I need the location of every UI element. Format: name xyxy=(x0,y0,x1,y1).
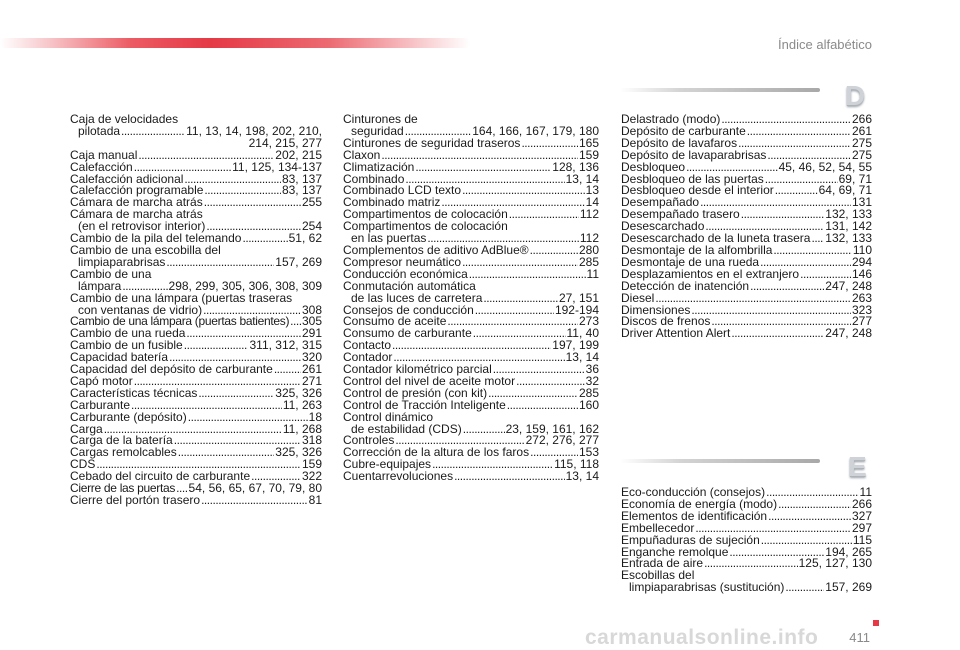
index-entry-pages: 125, 127, 130 xyxy=(798,556,872,571)
index-entry-pages: 255 xyxy=(301,195,322,210)
index-entry-label: Dimensiones xyxy=(621,302,691,317)
index-entry-label: Cambio de una rueda xyxy=(70,326,186,341)
index-entry-label: lámpara xyxy=(78,278,122,293)
index-entry-pages: 54, 56, 65, 67, 70, 79, 80 xyxy=(188,481,322,496)
dot-leader xyxy=(290,316,301,328)
dot-leader xyxy=(198,388,274,400)
index-entry-label: Elementos de identificación xyxy=(621,508,768,523)
index-entry-pages: 318 xyxy=(301,433,322,448)
index-entry-label: Corrección de la altura de los faros xyxy=(343,445,530,460)
index-entry-row xyxy=(621,328,872,340)
index-entry-label: Cargas remolcables xyxy=(70,445,177,460)
index-entry-pages: 36 xyxy=(585,362,599,377)
index-entry-label: Conducción económica xyxy=(343,266,468,281)
index-entry-pages: 132, 133 xyxy=(825,207,872,222)
dot-leader xyxy=(415,162,551,174)
index-entry-pages: 202, 215 xyxy=(275,147,322,162)
index-entry-label: Desescarchado xyxy=(621,219,705,234)
index-entry xyxy=(70,209,322,233)
index-entry-label: Calefacción programable xyxy=(70,183,204,198)
index-entry-pages: 159 xyxy=(301,457,322,472)
index-entry-label: Complementos de aditivo AdBlue® xyxy=(343,242,529,257)
index-column-c2 xyxy=(343,114,599,483)
index-entry-label: Controles xyxy=(343,433,395,448)
dot-leader xyxy=(747,126,851,138)
index-entry-pages: 45, 46, 52, 54, 55 xyxy=(778,159,872,174)
index-entry-pages: 192-194 xyxy=(554,302,599,317)
index-entry-pages: 23, 159, 161, 162 xyxy=(505,421,599,436)
index-entry-pages: 327 xyxy=(851,508,872,523)
dot-leader xyxy=(166,257,274,269)
index-entry-pages: 14 xyxy=(585,195,599,210)
index-entry-row xyxy=(70,495,322,507)
index-entry-label: Driver Attention Alert xyxy=(621,326,731,341)
dot-leader xyxy=(242,233,287,245)
index-entry-label: Combinado matriz xyxy=(343,195,441,210)
index-entry-pages: 164, 166, 167, 179, 180 xyxy=(472,123,599,138)
index-entry-label: Economía de energía (modo) xyxy=(621,496,778,511)
index-entry-heading: Cambio de una escobilla del xyxy=(70,242,221,257)
page-marker-icon xyxy=(873,620,879,626)
index-entry-pages: 112 xyxy=(579,207,599,222)
index-entry-label: Calefacción adicional xyxy=(70,171,184,186)
index-entry-pages: 261 xyxy=(301,362,322,377)
index-entry-heading: Cambio de una xyxy=(70,266,152,281)
dot-leader xyxy=(274,364,301,376)
index-entry-pages: 294 xyxy=(851,254,872,269)
index-entry-label: de estabilidad (CDS) xyxy=(351,421,462,436)
index-entry-pages: 157, 269 xyxy=(275,254,322,269)
index-entry-label: Contador xyxy=(343,350,393,365)
watermark: carmanualsonline.info xyxy=(585,626,819,649)
index-entry-pages: 325, 326 xyxy=(275,385,322,400)
index-entry-pages: 51, 62 xyxy=(288,231,322,246)
index-entry-pages: 131, 142 xyxy=(825,219,872,234)
index-entry-label: Desbloqueo xyxy=(621,159,686,174)
dot-leader xyxy=(516,376,585,388)
index-entry-heading: Compartimentos de colocación xyxy=(343,219,508,234)
index-entry-pages: 13, 14 xyxy=(565,350,599,365)
index-column-c1 xyxy=(70,114,322,507)
index-entry-pages: 64, 69, 71 xyxy=(818,183,872,198)
index-entry xyxy=(343,278,599,305)
index-entry-label: Control de Tracción Inteligente xyxy=(343,397,506,412)
dot-leader xyxy=(773,245,851,257)
index-entry-label: Compresor neumático xyxy=(343,254,462,269)
page-number: 411 xyxy=(849,630,870,645)
index-entry-pages: 247, 248 xyxy=(825,326,872,341)
index-entry-label: Capacidad batería xyxy=(70,350,169,365)
index-entry-label: limpiaparabrisas (sustitución) xyxy=(629,580,785,595)
dot-leader xyxy=(463,424,505,436)
index-entry-label: Desmontaje de la alfombrilla xyxy=(621,242,773,257)
section-e-divider xyxy=(620,459,820,463)
index-entry-label: con ventanas de vidrio) xyxy=(78,302,203,317)
index-entry-label: Desempañado xyxy=(621,195,700,210)
index-entry-pages: 322 xyxy=(301,469,322,484)
index-entry-label: de las luces de carretera xyxy=(351,290,483,305)
index-entry-heading: Cinturones de xyxy=(343,112,418,126)
index-entry-pages: 11 xyxy=(586,266,599,281)
dot-leader xyxy=(475,305,554,317)
index-entry-pages: 11 xyxy=(859,485,872,499)
index-entry-heading: Cambio de una lámpara (puertas traseras xyxy=(70,290,293,305)
index-entry-label: Carburante (depósito) xyxy=(70,409,187,424)
index-entry-pages: 83, 137 xyxy=(281,171,322,186)
index-entry-pages: 160 xyxy=(578,397,599,412)
index-entry-pages: 266 xyxy=(851,112,872,126)
index-entry-heading: Escobillas del xyxy=(621,568,695,583)
index-entry-row xyxy=(621,582,872,594)
index-entry-pages: 81 xyxy=(308,493,322,507)
index-entry xyxy=(343,135,599,150)
index-entry-label: Compartimentos de colocación xyxy=(343,207,508,222)
index-entry-label: Consejos de conducción xyxy=(343,302,474,317)
dot-leader xyxy=(766,487,858,499)
index-entry-pages: 13 xyxy=(585,183,599,198)
index-entry-pages-continued: 214, 215, 277 xyxy=(248,135,322,150)
dot-leader xyxy=(121,126,185,138)
index-entry-label: Cámara de marcha atrás xyxy=(70,195,203,210)
index-entry-pages: 159 xyxy=(578,147,599,162)
index-entry-pages: 311, 312, 315 xyxy=(249,338,322,353)
index-entry-pages: 83, 137 xyxy=(281,183,322,198)
index-entry-pages: 18 xyxy=(308,409,322,424)
dot-leader xyxy=(775,185,818,197)
index-entry-label: Combinado LCD texto xyxy=(343,183,462,198)
dot-leader xyxy=(509,209,579,221)
index-entry-label: Control de presión (con kit) xyxy=(343,385,488,400)
index-entry-pages: 280 xyxy=(578,242,599,257)
index-entry-pages: 11, 13, 14, 198, 202, 210, xyxy=(186,123,322,138)
index-entry-pages: 165 xyxy=(578,135,599,150)
index-entry-label: limpiaparabrisas xyxy=(78,254,166,269)
index-entry-label: Combinado xyxy=(343,171,405,186)
index-entry-label: Desempañado trasero xyxy=(621,207,740,222)
index-entry-label: Desbloqueo desde el interior xyxy=(621,183,774,198)
dot-leader xyxy=(704,558,798,570)
index-entry-label: Cierre del portón trasero xyxy=(70,493,201,507)
dot-leader xyxy=(454,471,565,483)
index-entry-pages: 153 xyxy=(578,445,599,460)
section-letter-e: E xyxy=(848,451,867,482)
index-entry xyxy=(343,114,599,138)
index-entry-label: Cambio de una lámpara (puertas batientes) xyxy=(70,314,290,329)
index-entry-label: Cambio de un fusible xyxy=(70,338,183,353)
index-entry-row xyxy=(343,471,599,483)
dot-leader xyxy=(184,340,249,352)
index-entry-heading: Control dinámico xyxy=(343,409,434,424)
index-entry-pages: 297 xyxy=(851,520,872,535)
index-entry xyxy=(70,447,322,459)
index-entry-pages: 263 xyxy=(851,290,872,305)
header-accent-bar xyxy=(0,38,470,48)
index-entry-label: Características técnicas xyxy=(70,385,198,400)
index-entry-pages: 308 xyxy=(301,302,322,317)
index-entry-label: Caja manual xyxy=(70,147,138,162)
index-entry-pages: 69, 71 xyxy=(838,171,872,186)
index-entry-label: Entrada de aire xyxy=(621,556,704,571)
index-entry-pages: 11, 268 xyxy=(282,421,322,436)
index-entry-label: Cierre de las puertas xyxy=(70,481,176,496)
dot-leader xyxy=(811,233,824,245)
dot-leader xyxy=(201,495,308,507)
index-entry-pages: 291 xyxy=(301,326,322,341)
index-entry xyxy=(621,278,872,293)
dot-leader xyxy=(483,293,558,305)
index-entry-label: Cinturones de seguridad traseros xyxy=(343,135,521,150)
index-entry-row xyxy=(621,278,872,293)
index-entry-label: Depósito de carburante xyxy=(621,123,746,138)
index-entry-label: Eco-conducción (consejos) xyxy=(621,485,766,499)
dot-leader xyxy=(750,281,824,293)
index-entry-label: Cuentarrevoluciones xyxy=(343,469,454,484)
index-entry-pages: 110 xyxy=(852,242,872,257)
index-entry xyxy=(343,221,599,245)
index-entry-heading: Caja de velocidades xyxy=(70,112,179,126)
index-entry xyxy=(343,409,599,436)
index-entry-pages: 11, 263 xyxy=(282,397,322,412)
dot-leader xyxy=(530,245,578,257)
dot-leader xyxy=(741,209,825,221)
dot-leader xyxy=(691,305,851,317)
index-entry-pages: 305 xyxy=(301,314,322,329)
index-entry-pages: 132, 133 xyxy=(825,231,872,246)
dot-leader xyxy=(521,138,578,150)
dot-leader xyxy=(731,328,824,340)
index-entry-pages: 115, 118 xyxy=(554,457,599,472)
index-entry-label: Depósito de lavaparabrisas xyxy=(621,147,767,162)
index-entry xyxy=(70,114,322,150)
index-entry-label: Empuñaduras de sujeción xyxy=(621,532,760,547)
index-entry-label: Claxon xyxy=(343,147,381,162)
index-entry-pages: 254 xyxy=(301,219,322,234)
index-entry-label: Consumo de aceite xyxy=(343,314,447,329)
index-entry-label: Cubre-equipajes xyxy=(343,457,432,472)
index-entry-pages: 13, 14 xyxy=(565,171,599,186)
index-column-d xyxy=(621,114,872,340)
index-entry-pages: 115 xyxy=(852,532,872,547)
index-column-e xyxy=(621,487,872,594)
index-entry xyxy=(621,570,872,594)
index-entry-pages: 146 xyxy=(851,266,872,281)
index-entry-label: Consumo de carburante xyxy=(343,326,472,341)
index-entry-label: Cebado del circuito de carburante xyxy=(70,469,251,484)
index-entry xyxy=(70,266,322,293)
index-entry-pages: 11, 40 xyxy=(566,326,599,341)
index-entry-pages: 32 xyxy=(585,373,599,388)
index-entry-label: Climatización xyxy=(343,159,415,174)
index-entry-pages: 277 xyxy=(851,314,872,329)
index-entry-label: Desplazamientos en el extranjero xyxy=(621,266,800,281)
index-entry-label: seguridad xyxy=(351,123,404,138)
index-entry-pages: 298, 299, 305, 306, 308, 309 xyxy=(168,278,322,293)
dot-leader xyxy=(392,340,551,352)
index-entry-pages: 247, 248 xyxy=(825,278,872,293)
index-entry-label: CDS xyxy=(70,457,96,472)
dot-leader xyxy=(204,185,281,197)
index-entry xyxy=(70,495,322,507)
index-entry-label: Carga xyxy=(70,421,103,436)
index-entry-pages: 194, 265 xyxy=(825,544,872,559)
index-entry-pages: 323 xyxy=(851,302,872,317)
index-entry-pages: 131 xyxy=(851,195,872,210)
index-entry-label: pilotada xyxy=(78,123,121,138)
index-entry-pages: 27, 151 xyxy=(558,290,599,305)
index-entry-row xyxy=(343,135,599,150)
dot-leader xyxy=(778,499,851,511)
dot-leader xyxy=(469,269,586,281)
index-entry-heading: Conmutación automática xyxy=(343,278,476,293)
index-entry-label: Desescarchado de la luneta trasera xyxy=(621,231,811,246)
index-entry-pages: 112 xyxy=(579,231,599,246)
index-entry-label: Control del nivel de aceite motor xyxy=(343,373,516,388)
dot-leader xyxy=(768,511,851,523)
index-entry-pages: 320 xyxy=(301,350,322,365)
index-entry xyxy=(343,471,599,483)
dot-leader xyxy=(204,197,301,209)
index-entry-pages: 261 xyxy=(851,123,872,138)
index-entry-heading: Cámara de marcha atrás xyxy=(70,207,203,222)
section-d-divider xyxy=(620,88,820,92)
index-entry-label: Cambio de la pila del telemando xyxy=(70,231,242,246)
index-entry-pages: 271 xyxy=(301,373,322,388)
index-entry-label: Carburante xyxy=(70,397,131,412)
dot-leader xyxy=(507,400,578,412)
index-entry xyxy=(70,290,322,317)
index-entry-label: Discos de frenos xyxy=(621,314,711,329)
index-entry-pages: 197, 199 xyxy=(552,338,599,353)
dot-leader xyxy=(462,257,578,269)
index-entry-pages: 272, 276, 277 xyxy=(525,433,599,448)
index-entry-label: Desbloqueo de las puertas xyxy=(621,171,764,186)
index-entry-label: Enganche remolque xyxy=(621,544,729,559)
index-entry-label: Capacidad del depósito de carburante xyxy=(70,362,273,377)
dot-leader xyxy=(462,185,585,197)
index-entry-pages: 11, 125, 134-137 xyxy=(232,159,322,174)
index-entry-label: en las puertas xyxy=(351,231,427,246)
index-entry-label: (en el retrovisor interior) xyxy=(78,219,206,234)
index-entry-label: Contacto xyxy=(343,338,392,353)
index-entry-pages: 275 xyxy=(851,147,872,162)
page-title: Índice alfabético xyxy=(778,37,872,52)
index-entry xyxy=(70,242,322,269)
index-entry-label: Delastrado (modo) xyxy=(621,112,721,126)
index-entry-pages: 273 xyxy=(578,314,599,329)
index-entry-label: Capó motor xyxy=(70,373,133,388)
index-entry-pages: 275 xyxy=(851,135,872,150)
index-entry-pages: 266 xyxy=(851,496,872,511)
section-letter-d: D xyxy=(845,80,866,111)
index-entry xyxy=(621,328,872,340)
dot-leader xyxy=(785,582,824,594)
index-entry-pages: 13, 14 xyxy=(565,469,599,484)
index-entry-row xyxy=(70,447,322,459)
index-entry-pages: 325, 326 xyxy=(275,445,322,460)
dot-leader xyxy=(178,447,275,459)
index-entry-label: Contador kilométrico parcial xyxy=(343,362,492,377)
index-entry-pages: 285 xyxy=(578,254,599,269)
index-entry-label: Embellecedor xyxy=(621,520,695,535)
index-entry-pages: 128, 136 xyxy=(552,159,599,174)
index-entry-pages: 285 xyxy=(578,385,599,400)
index-entry-label: Calefacción xyxy=(70,159,133,174)
index-entry-label: Depósito de lavafaros xyxy=(621,135,738,150)
index-entry-label: Detección de inatención xyxy=(621,278,750,293)
index-entry-label: Diesel xyxy=(621,290,655,305)
index-entry-pages: 157, 269 xyxy=(825,580,872,595)
index-entry-label: Carga de la batería xyxy=(70,433,173,448)
index-entry-label: Desmontaje de una rueda xyxy=(621,254,760,269)
